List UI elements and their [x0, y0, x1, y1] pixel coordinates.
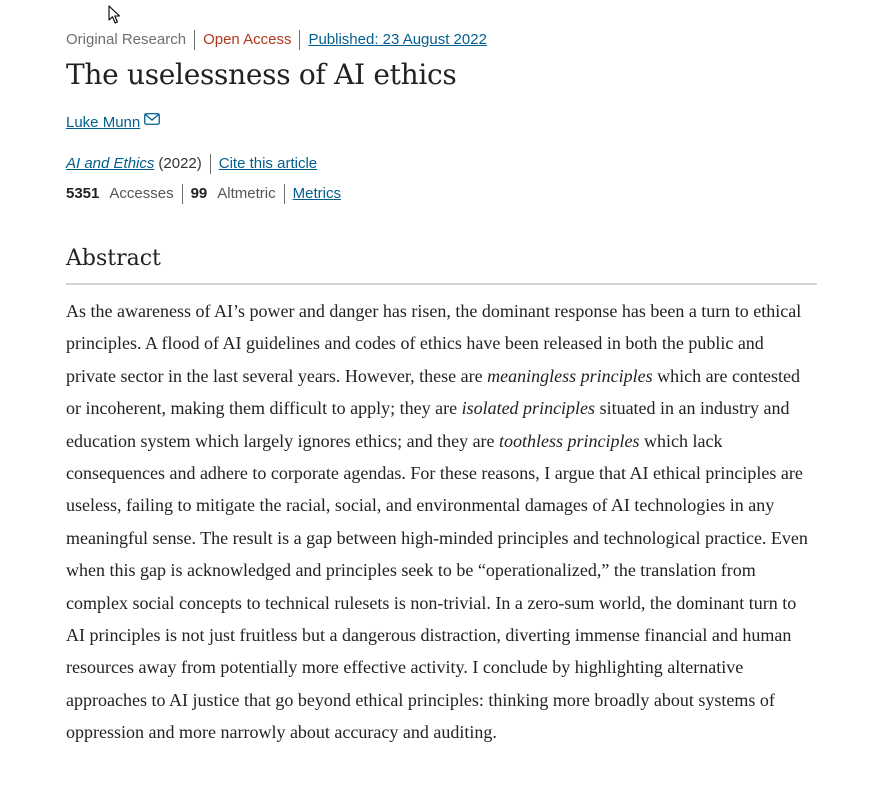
author-list — [66, 113, 160, 133]
accesses-label: Accesses — [109, 185, 174, 202]
article-metrics — [66, 184, 341, 204]
mouse-cursor-icon — [108, 5, 122, 25]
abstract-text-segment: which are contested or incoherent, making them difficult to apply; they are — [66, 365, 801, 419]
journal-link[interactable]: AI and Ethics — [66, 155, 155, 172]
metrics-link[interactable]: Metrics — [292, 185, 341, 202]
abstract-text-segment: situated in an industry and education system which largely ignores ethics; and they are — [66, 398, 790, 451]
article-info-line — [66, 30, 487, 50]
published-date-link[interactable]: Published: 23 August 2022 — [308, 31, 487, 48]
cite-article-link[interactable]: Cite this article — [218, 155, 318, 172]
mail-icon[interactable] — [144, 113, 160, 125]
divider — [194, 30, 195, 50]
divider — [284, 184, 285, 204]
abstract-emphasis: meaningless principles — [487, 365, 653, 386]
article-type: Original Research — [66, 31, 187, 48]
open-access-badge: Open Access — [203, 31, 292, 48]
abstract-text-segment: As the awareness of AI’s power and danger has risen, the dominant response has been a turn to ethical principles. A flood of AI guidelines and codes of ethics have been released in both the public and private sector in the last several years. However, these are — [66, 301, 802, 386]
abstract-emphasis: isolated principles — [461, 398, 596, 419]
abstract-heading: Abstract — [66, 244, 817, 285]
divider — [182, 184, 183, 204]
altmetric-label: Altmetric — [217, 185, 276, 202]
divider — [210, 154, 211, 174]
author-link[interactable]: Luke Munn — [66, 114, 141, 131]
altmetric-count: 99 — [190, 185, 208, 202]
abstract-text — [66, 295, 818, 749]
article-title: The uselessness of AI ethics — [66, 58, 457, 91]
publication-year: (2022) — [158, 155, 202, 172]
accesses-count: 5351 — [66, 185, 100, 202]
divider — [299, 30, 300, 50]
journal-line — [66, 154, 317, 174]
abstract-text-segment: which lack consequences and adhere to corporate agendas. For these reasons, I argue that AI ethical principles are useless, failing to mitigate the racial, social, and environmental damages of AI technologies in any meaningful sense. The result is a gap between high-minded principles and technological practice. Even when this gap is acknowledged and principles seek to be “operationalized,” the translation from complex social concepts to technical rulesets is non-trivial. In a zero-sum world, the dominant turn to AI principles is not just fruitless but a dangerous distraction, diverting immense financial and human resources away from potentially more effective activity. I conclude by highlighting alternative approaches to AI justice that go beyond ethical principles: thinking more broadly about systems of oppression and more narrowly about accuracy and auditing. — [66, 430, 808, 743]
abstract-emphasis: toothless principles — [499, 430, 640, 451]
